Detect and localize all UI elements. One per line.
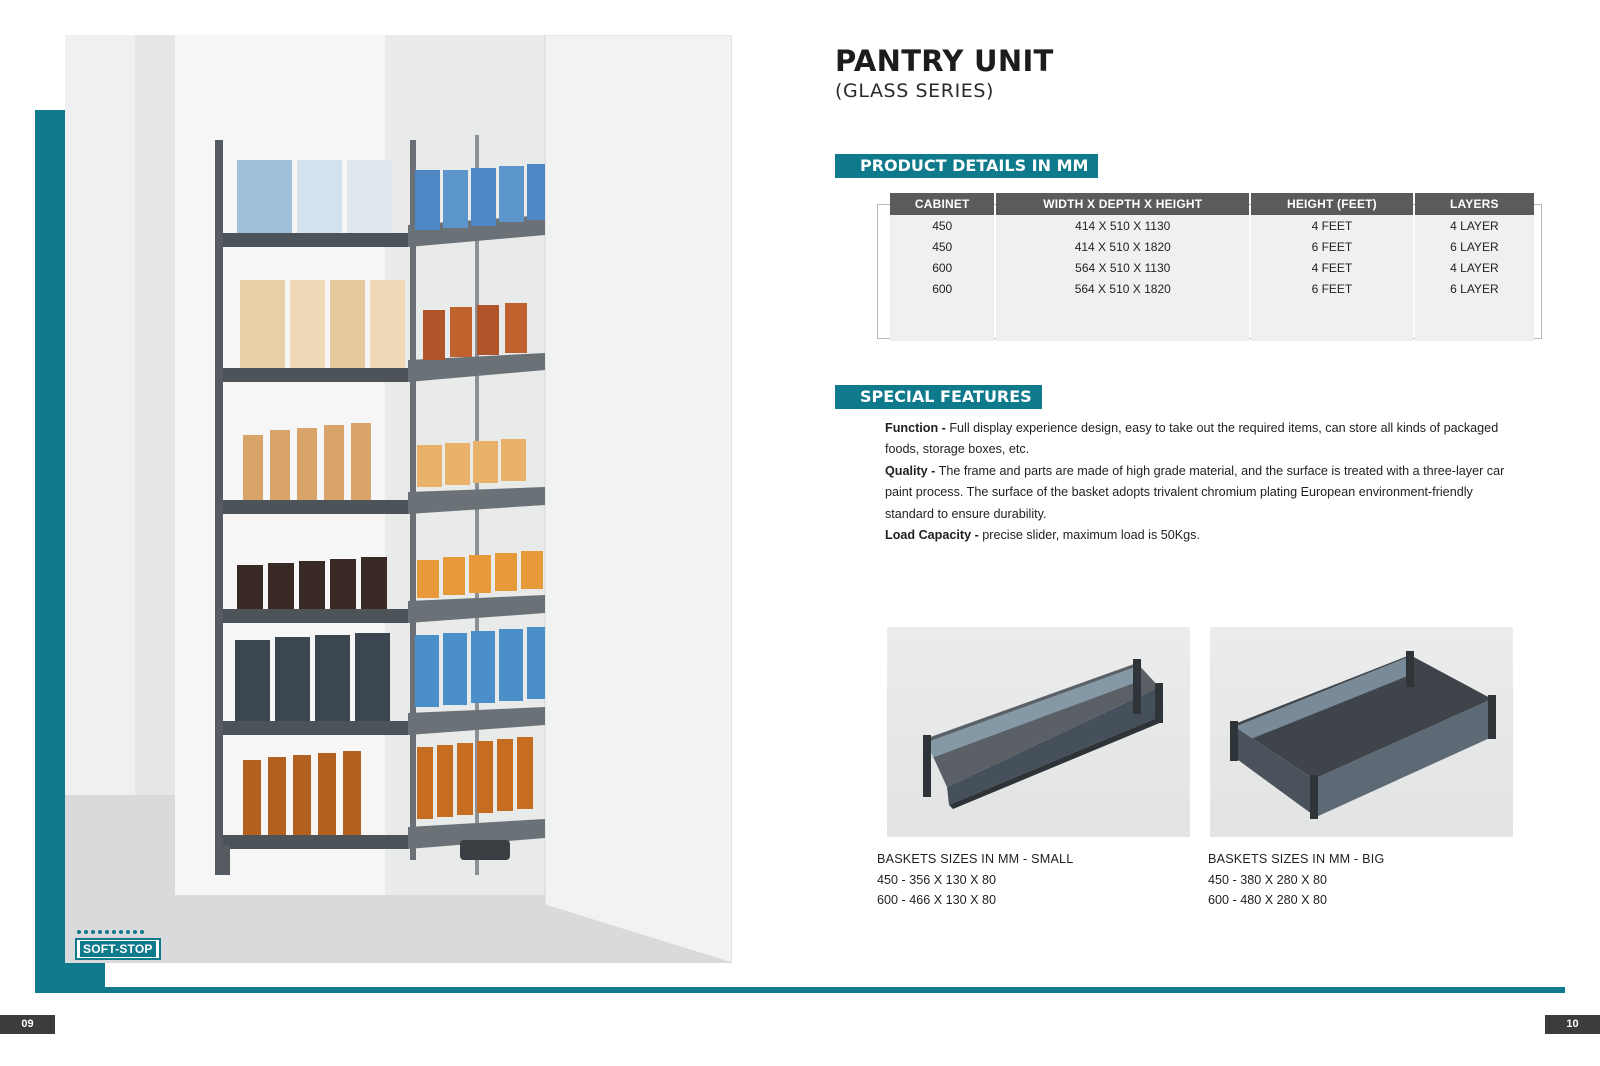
column-header-layers: LAYERS bbox=[1415, 193, 1534, 215]
table-header-row bbox=[890, 193, 1534, 215]
table-row bbox=[890, 257, 1534, 278]
cell-cabinet: 450 bbox=[890, 215, 994, 236]
small-basket-title: BASKETS SIZES IN MM - SMALL bbox=[877, 852, 1074, 866]
feature-text: Full display experience design, easy to take out the required items, can store all kinds of packaged foods, storage boxes, etc. bbox=[885, 421, 1499, 457]
small-basket-illustration bbox=[887, 627, 1190, 837]
cell-cabinet: 600 bbox=[890, 257, 994, 278]
small-basket-sizes bbox=[877, 849, 1073, 911]
table-filler-row bbox=[890, 299, 1534, 341]
cell-height: 6 FEET bbox=[1251, 278, 1413, 299]
cell-dimensions: 564 X 510 X 1820 bbox=[996, 278, 1249, 299]
product-details-heading: PRODUCT DETAILS IN MM bbox=[835, 154, 1098, 178]
table-row bbox=[890, 215, 1534, 236]
accent-bar-horizontal bbox=[35, 987, 1565, 993]
pantry-unit-photo bbox=[65, 35, 732, 963]
special-features-text bbox=[885, 418, 1525, 546]
big-basket-title: BASKETS SIZES IN MM - BIG bbox=[1208, 852, 1385, 866]
cell-layers: 6 LAYER bbox=[1415, 236, 1534, 257]
feature-label: Load Capacity - bbox=[885, 528, 979, 543]
cell-cabinet: 450 bbox=[890, 236, 994, 257]
table-row bbox=[890, 236, 1534, 257]
cell-layers: 4 LAYER bbox=[1415, 257, 1534, 278]
feature-quality bbox=[885, 461, 1525, 525]
cell-layers: 6 LAYER bbox=[1415, 278, 1534, 299]
cell-height: 4 FEET bbox=[1251, 215, 1413, 236]
big-basket-image bbox=[1210, 627, 1513, 837]
page-title: PANTRY UNIT bbox=[835, 44, 1054, 78]
feature-label: Quality - bbox=[885, 463, 936, 478]
cell-layers: 4 LAYER bbox=[1415, 215, 1534, 236]
feature-function bbox=[885, 418, 1525, 461]
feature-text: The frame and parts are made of high grade material, and the surface is treated with a three-layer car paint process. The surface of the basket adopts trivalent chromium plating European environment-friendly standard to ensure durability. bbox=[885, 463, 1505, 521]
cell-dimensions: 414 X 510 X 1130 bbox=[996, 215, 1249, 236]
column-header-height: HEIGHT (FEET) bbox=[1251, 193, 1413, 215]
cell-height: 6 FEET bbox=[1251, 236, 1413, 257]
page-number-left: 09 bbox=[0, 1015, 55, 1034]
cell-cabinet: 600 bbox=[890, 278, 994, 299]
cell-dimensions: 564 X 510 X 1130 bbox=[996, 257, 1249, 278]
soft-stop-badge bbox=[75, 930, 161, 960]
product-details-table-frame bbox=[877, 197, 1542, 339]
big-basket-sizes bbox=[1208, 849, 1384, 911]
cell-dimensions: 414 X 510 X 1820 bbox=[996, 236, 1249, 257]
table-row bbox=[890, 278, 1534, 299]
cell-height: 4 FEET bbox=[1251, 257, 1413, 278]
big-basket-illustration bbox=[1210, 627, 1513, 837]
feature-label: Function - bbox=[885, 421, 946, 435]
decorative-dots bbox=[77, 930, 161, 934]
feature-text: precise slider, maximum load is 50Kgs. bbox=[978, 528, 1200, 543]
big-basket-size-line: 450 - 380 X 280 X 80 bbox=[1208, 872, 1328, 887]
big-basket-size-line: 600 - 480 X 280 X 80 bbox=[1208, 893, 1328, 907]
small-basket-size-line: 450 - 356 X 130 X 80 bbox=[877, 872, 997, 887]
column-header-dimensions: WIDTH X DEPTH X HEIGHT bbox=[996, 193, 1249, 215]
small-basket-size-line: 600 - 466 X 130 X 80 bbox=[877, 893, 997, 907]
product-details-table bbox=[888, 193, 1536, 341]
soft-stop-label: SOFT-STOP bbox=[80, 941, 156, 957]
pantry-unit-illustration bbox=[65, 35, 732, 963]
column-header-cabinet: CABINET bbox=[890, 193, 994, 215]
page-number-right: 10 bbox=[1545, 1015, 1600, 1034]
small-basket-image bbox=[887, 627, 1190, 837]
soft-stop-label-frame bbox=[75, 938, 161, 960]
special-features-heading: SPECIAL FEATURES bbox=[835, 385, 1042, 409]
feature-load-capacity bbox=[885, 525, 1525, 546]
page-subtitle: (GLASS SERIES) bbox=[835, 80, 995, 102]
